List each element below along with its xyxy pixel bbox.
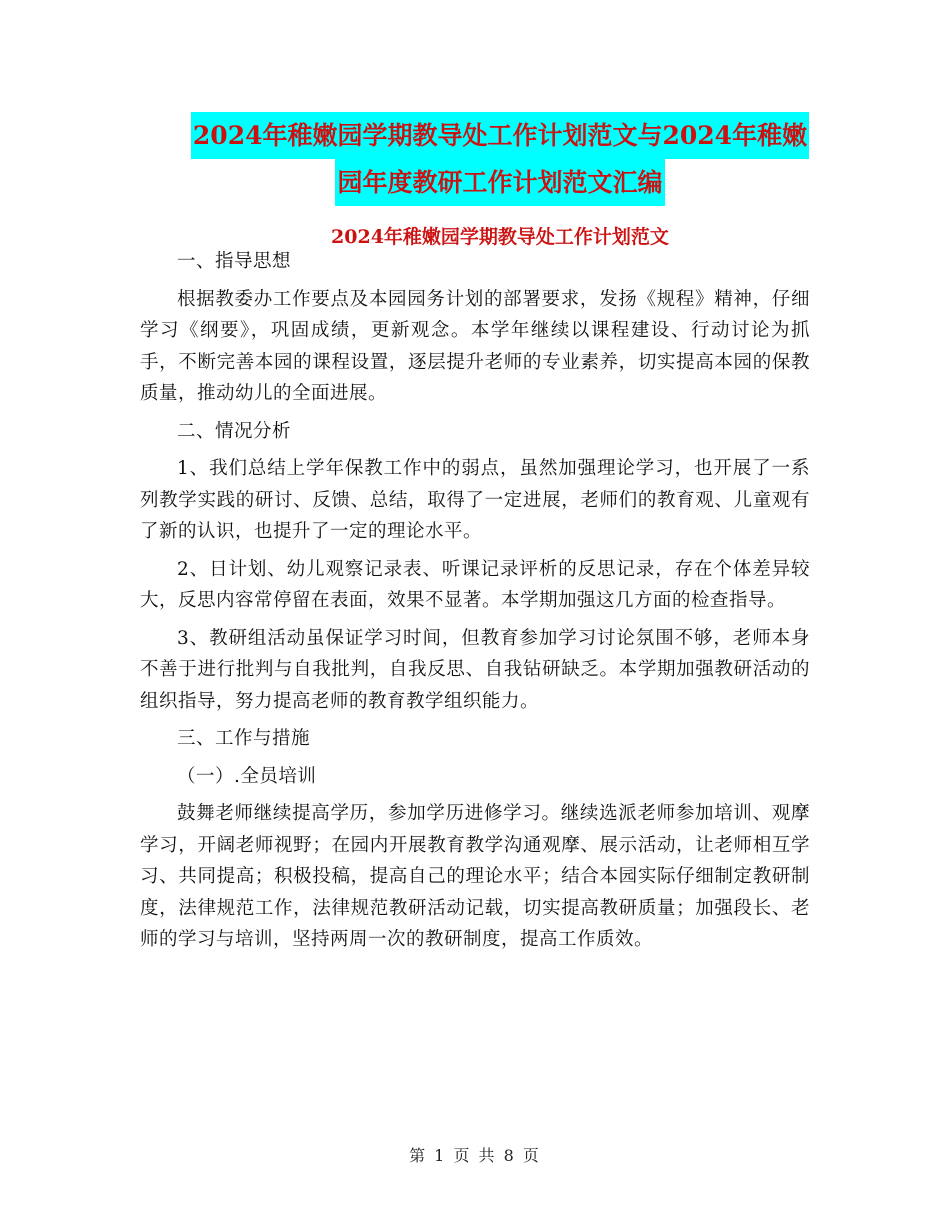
paragraph-guiding-ideology: 根据教委办工作要点及本园园务计划的部署要求，发扬《规程》精神，仔细学习《纲要》，巩固成绩，更新观念。本学年继续以课程建设、行动讨论为抓手，不断完善本园的课程设置，逐层提升老师的专业素养，切实提高本园的保教质量，推动幼儿的全面进展。	[140, 288, 810, 404]
heading-situation-analysis: 二、情况分析	[177, 420, 292, 442]
document-title-line-1: 2024年稚嫩园学期教导处工作计划范文与2024年稚嫩	[191, 112, 809, 159]
heading-guiding-ideology: 一、指导思想	[177, 251, 292, 272]
paragraph-analysis-3: 3、教研组活动虽保证学习时间，但教育参加学习讨论氛围不够，老师本身不善于进行批判与自我批判，自我反思、自我钻研缺乏。本学期加强教研活动的组织指导，努力提高老师的教育教学组织能力。	[140, 627, 810, 712]
paragraph-analysis-1: 1、我们总结上学年保教工作中的弱点，虽然加强理论学习，也开展了一系列教学实践的研讨、反馈、总结，取得了一定进展，老师们的教育观、儿童观有了新的认识，也提升了一定的理论水平。	[140, 458, 810, 542]
paragraph-staff-training: 鼓舞老师继续提高学历，参加学历进修学习。继续选派老师参加培训、观摩学习，开阔老师视野；在园内开展教育教学沟通观摩、展示活动，让老师相互学习、共同提高；积极投稿，提高自己的理论水平；结合本园实际仔细制定教研制度，法律规范工作，法律规范教研活动记载，切实提高教研质量；加强段长、老师的学习与培训，坚持两周一次的教研制度，提高工作质效。	[140, 803, 810, 950]
document-title	[140, 112, 860, 206]
paragraph-analysis-2: 2、日计划、幼儿观察记录表、听课记录评析的反思记录，存在个体差异较大，反思内容常停留在表面，效果不显著。本学期加强这几方面的检查指导。	[140, 558, 810, 611]
heading-work-measures: 三、工作与措施	[177, 728, 311, 749]
section-title: 2024年稚嫩园学期教导处工作计划范文	[331, 226, 669, 248]
page-number-footer: 第 1 页 共 8 页	[409, 1146, 541, 1165]
document-title-line-2: 园年度教研工作计划范文汇编	[335, 159, 664, 206]
document-body	[140, 246, 810, 962]
subheading-staff-training: （一）.全员培训	[177, 765, 317, 787]
